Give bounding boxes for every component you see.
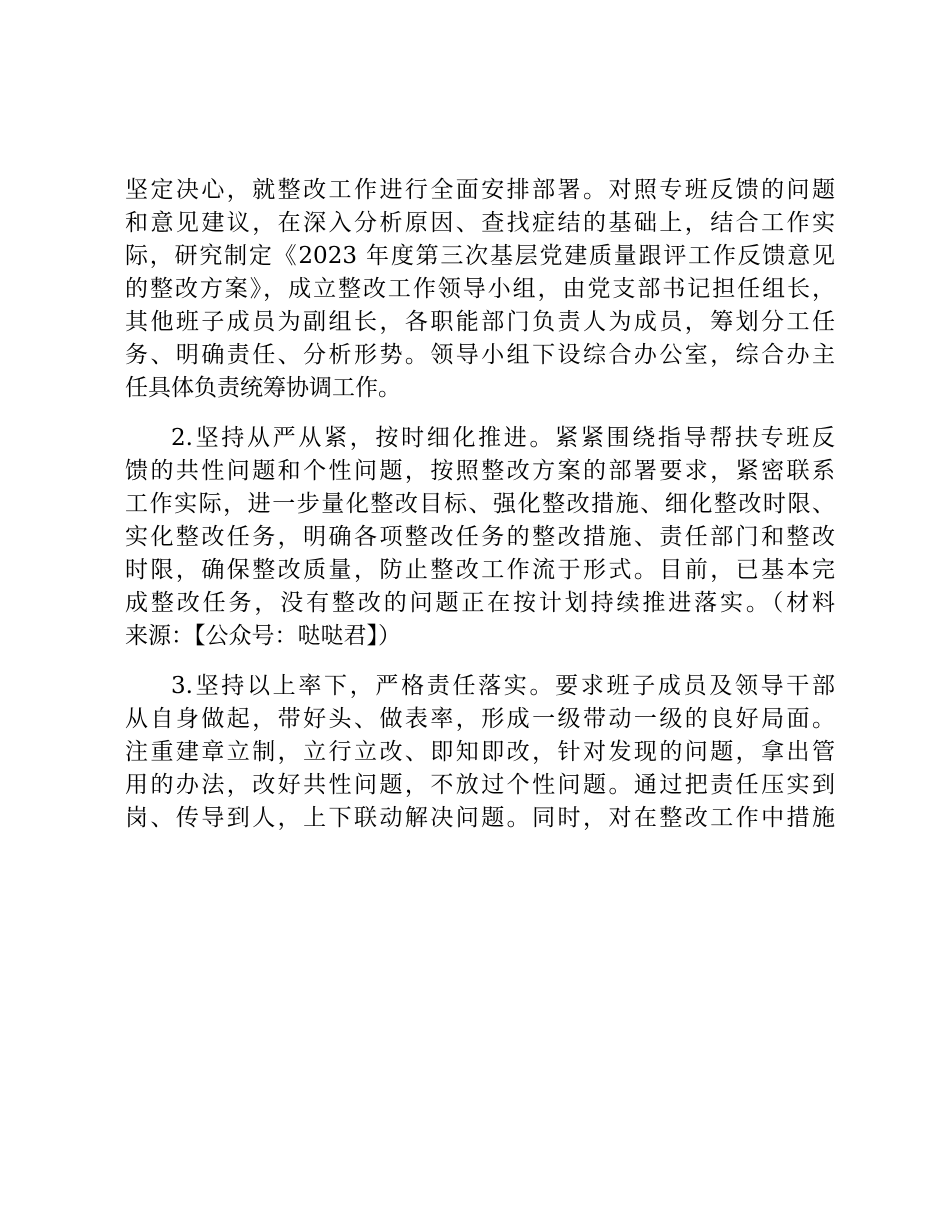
paragraph-item-3 xyxy=(125,670,835,835)
text-line: 3.坚持以上率下，严格责任落实。要求班子成员及领导干部 xyxy=(171,673,835,699)
text-line: 坚定决心，就整改工作进行全面安排部署。对照专班反馈的问题 xyxy=(125,177,835,203)
text-line: 成整改任务，没有整改的问题正在按计划持续推进落实。（材料 xyxy=(125,590,835,616)
document-body xyxy=(125,174,835,835)
text-line: 岗、传导到人，上下联动解决问题。同时，对在整改工作中措施 xyxy=(125,805,835,831)
paragraph-spacer xyxy=(125,653,835,670)
paragraph-setup-leading-group xyxy=(125,174,835,405)
text-line: 工作实际，进一步量化整改目标、强化整改措施、细化整改时限、 xyxy=(125,491,835,517)
text-line: 来源：【公众号：哒哒君】） xyxy=(125,623,401,649)
text-line: 2.坚持从严从紧，按时细化推进。紧紧围绕指导帮扶专班反 xyxy=(171,425,835,451)
text-line: 任具体负责统筹协调工作。 xyxy=(125,375,401,401)
text-line: 馈的共性问题和个性问题，按照整改方案的部署要求，紧密联系 xyxy=(125,458,835,484)
text-line: 注重建章立制，立行立改、即知即改，针对发现的问题，拿出管 xyxy=(125,739,835,765)
text-line: 的整改方案》，成立整改工作领导小组，由党支部书记担任组长， xyxy=(125,276,835,302)
text-line: 实化整改任务，明确各项整改任务的整改措施、责任部门和整改 xyxy=(125,524,835,550)
text-line: 务、明确责任、分析形势。领导小组下设综合办公室，综合办主 xyxy=(125,342,835,368)
text-line: 时限，确保整改质量，防止整改工作流于形式。目前，已基本完 xyxy=(125,557,835,583)
text-line: 从自身做起，带好头、做表率，形成一级带动一级的良好局面。 xyxy=(125,706,835,732)
text-line: 际，研究制定《2023 年度第三次基层党建质量跟评工作反馈意见 xyxy=(125,243,835,269)
text-line: 其他班子成员为副组长，各职能部门负责人为成员，筹划分工任 xyxy=(125,309,835,335)
paragraph-spacer xyxy=(125,405,835,422)
text-line: 和意见建议，在深入分析原因、查找症结的基础上，结合工作实 xyxy=(125,210,835,236)
text-line: 用的办法，改好共性问题，不放过个性问题。通过把责任压实到 xyxy=(125,772,835,798)
paragraph-item-2 xyxy=(125,422,835,653)
